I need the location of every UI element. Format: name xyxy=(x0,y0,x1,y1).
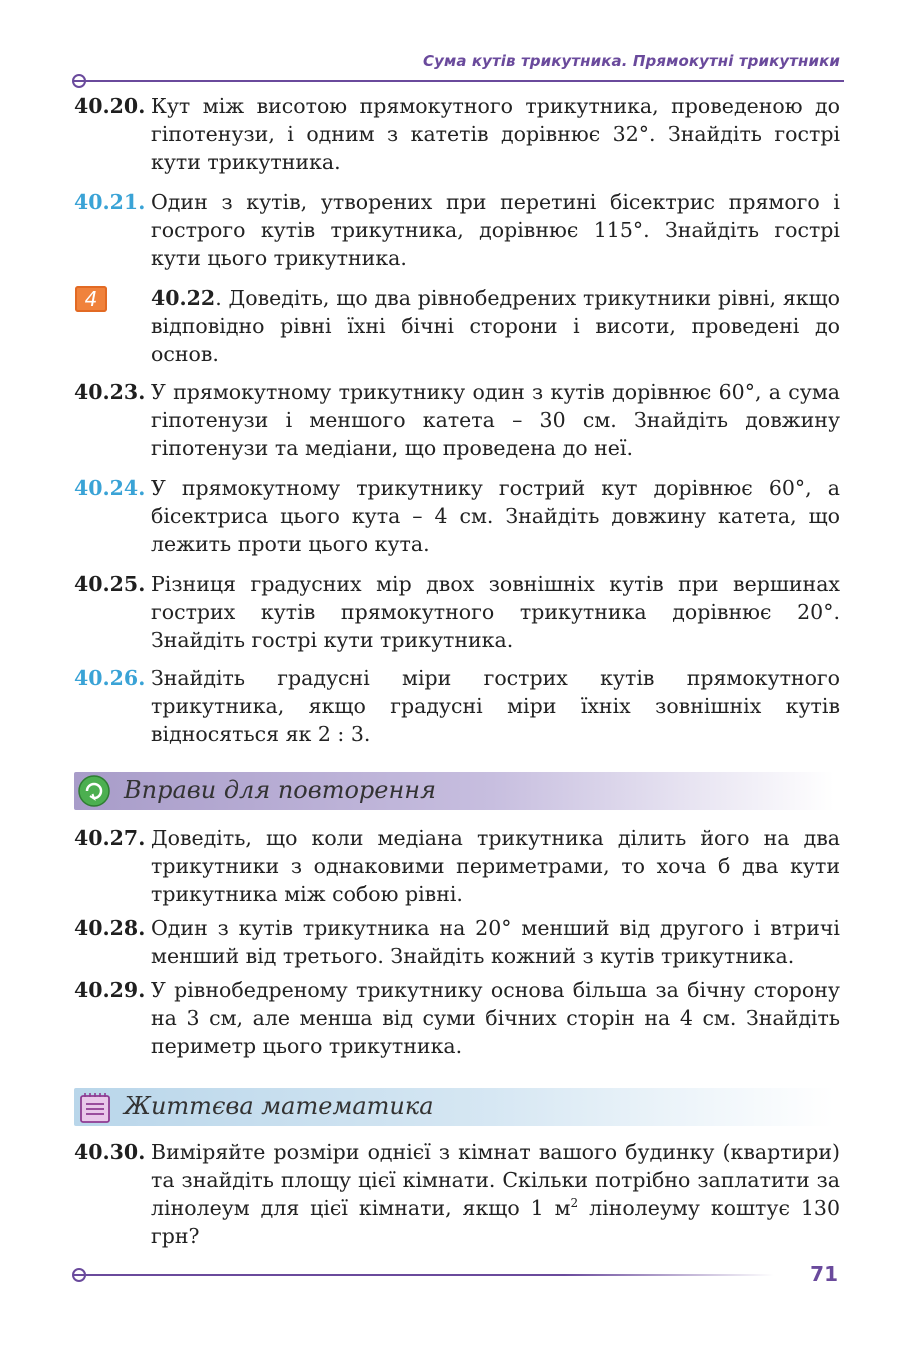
problem-text: Знайдіть градусні міри гострих кутів прямокутного трикутника, якщо градусні міри їхніх зовнішніх кутів відносяться як 2 : 3. xyxy=(151,666,840,746)
problem-40-30 xyxy=(74,1138,840,1250)
problem-40-24 xyxy=(74,474,840,558)
problem-number: 40.21. xyxy=(74,190,146,214)
notebook-icon xyxy=(78,1090,112,1124)
problem-40-23 xyxy=(74,378,840,462)
problem-40-28 xyxy=(74,914,840,970)
problem-text: У прямокутному трикутнику один з кутів дорівнює 60°, а сума гіпотенузи і меншого катета – 30 см. Знайдіть довжину гіпотенузи та медіани, що проведена до неї. xyxy=(151,380,840,460)
problem-40-29 xyxy=(74,976,840,1060)
section-title: Життєва математика xyxy=(124,1092,434,1120)
section-repeat-bar xyxy=(74,772,834,810)
problem-number: 40.27. xyxy=(74,826,146,850)
problem-text: . Доведіть, що два рівнобедрених трикутники рівні, якщо відповідно рівні їхні бічні сторони і висоти, проведені до основ. xyxy=(151,286,840,366)
problem-number: 40.23. xyxy=(74,380,146,404)
problem-number: 40.26. xyxy=(74,666,146,690)
problem-number: 40.25. xyxy=(74,572,146,596)
problem-40-21 xyxy=(74,188,840,272)
problem-text: Виміряйте розміри однієї з кімнат вашого будинку (квартири) та знайдіть площу цієї кімнати. Скільки потрібно заплатити за лінолеум для цієї кімнати, якщо 1 м xyxy=(151,1140,840,1220)
problem-number: 40.24. xyxy=(74,476,146,500)
difficulty-badge: 4 xyxy=(75,286,107,312)
problem-40-27 xyxy=(74,824,840,908)
problem-text: Кут між висотою прямокутного трикутника, проведеною до гіпотенузи, і одним з катетів дорівнює 32°. Знайдіть гострі кути трикутника. xyxy=(151,94,840,174)
footer-rule xyxy=(74,1274,774,1276)
section-life-bar xyxy=(74,1088,834,1126)
header-rule xyxy=(74,80,844,82)
superscript: 2 xyxy=(570,1196,579,1211)
page-header-title: Сума кутів трикутника. Прямокутні трикутники xyxy=(422,52,840,70)
problem-text-end: лінолеуму коштує 130 грн? xyxy=(151,1196,840,1248)
problem-number: 40.20. xyxy=(74,94,146,118)
problem-number: 40.28. xyxy=(74,916,146,940)
problem-text: Доведіть, що коли медіана трикутника ділить його на два трикутники з однаковими периметрами, то хоча б два кути трикутника між собою рівні. xyxy=(151,826,840,906)
problem-text: Один з кутів трикутника на 20° менший від другого і втричі менший від третього. Знайдіть кожний з кутів трикутника. xyxy=(151,916,840,968)
cycle-icon xyxy=(78,775,110,807)
problem-number: 40.30. xyxy=(74,1140,146,1164)
problem-text: Один з кутів, утворених при перетині бісектрис прямого і гострого кутів трикутника, дорівнює 115°. Знайдіть гострі кути цього трикутника. xyxy=(151,190,840,270)
problem-40-22 xyxy=(74,284,840,368)
problem-text: Різниця градусних мір двох зовнішніх кутів при вершинах гострих кутів прямокутного трикутника дорівнює 20°. Знайдіть гострі кути трикутника. xyxy=(151,572,840,652)
problem-40-20 xyxy=(74,92,840,176)
section-title: Вправи для повторення xyxy=(124,776,436,804)
problem-number: 40.29. xyxy=(74,978,146,1002)
problem-40-26 xyxy=(74,664,840,748)
page-number: 71 xyxy=(810,1262,838,1286)
problem-text: У прямокутному трикутнику гострий кут дорівнює 60°, а бісектриса цього кута – 4 см. Знайдіть довжину катета, що лежить проти цього кута. xyxy=(151,476,840,556)
problem-number: 40.22 xyxy=(151,286,216,310)
problem-40-25 xyxy=(74,570,840,654)
problem-text: У рівнобедреному трикутнику основа більша за бічну сторону на 3 см, але менша від суми бічних сторін на 4 см. Знайдіть периметр цього трикутника. xyxy=(151,978,840,1058)
